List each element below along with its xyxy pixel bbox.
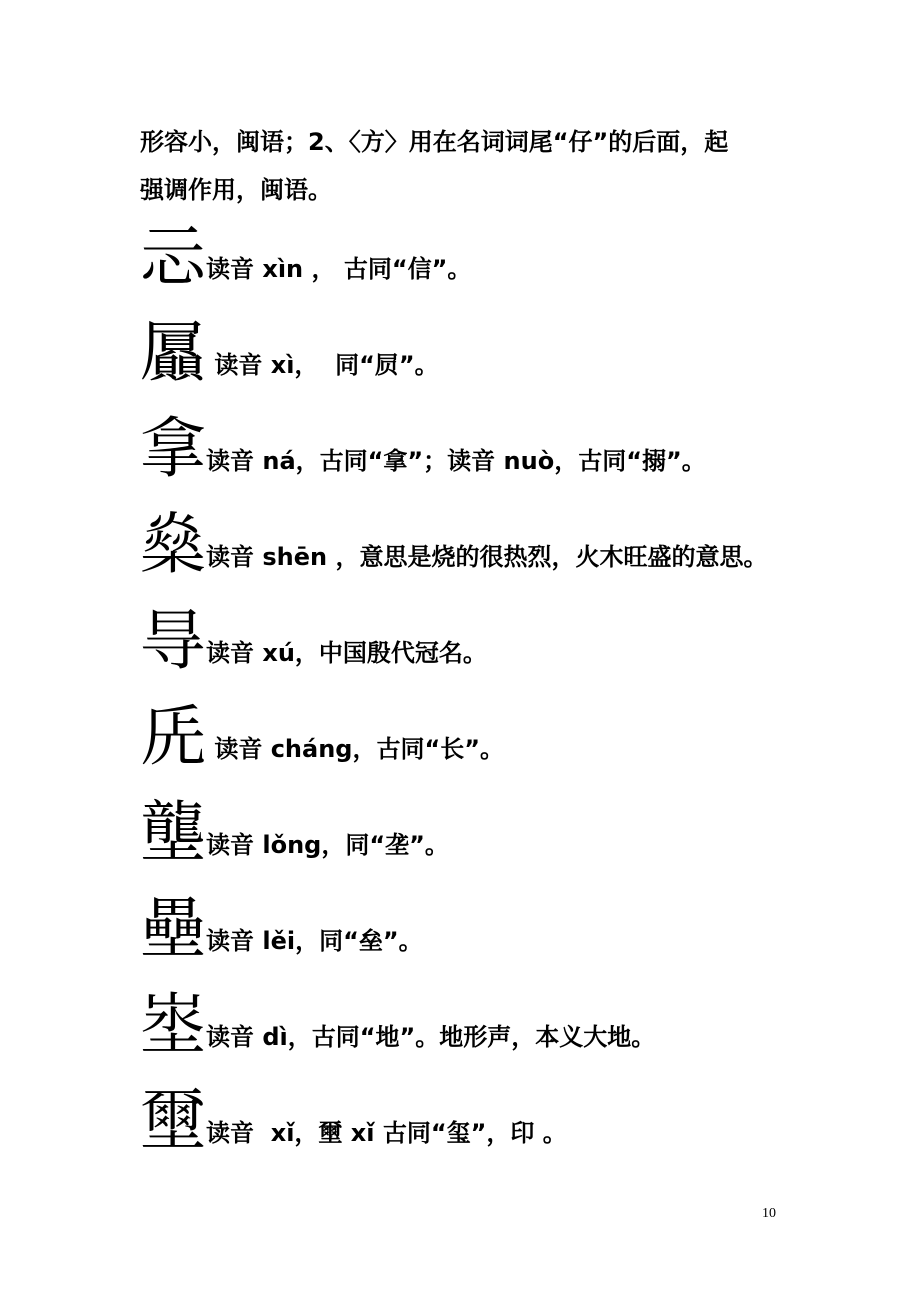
entry-char: 忈 bbox=[140, 218, 206, 295]
entry-description: 读音 ná，古同“拿”；读音 nuò，古同“搦”。 bbox=[206, 447, 706, 475]
entry-char: 壟 bbox=[140, 794, 206, 871]
entry-1 bbox=[140, 218, 472, 295]
entry-description: 读音 dì，古同“地”。地形声，本义大地。 bbox=[206, 1023, 656, 1051]
entry-5 bbox=[140, 602, 487, 679]
intro-line-1: 形容小，闽语；2、〈方〉用在名词词尾“仔”的后面，起 bbox=[140, 128, 729, 156]
entry-description: 读音 shēn ，意思是烧的很热烈，火木旺盛的意思。 bbox=[206, 543, 768, 571]
entry-description: 读音 xìn ， 古同“信”。 bbox=[206, 255, 472, 283]
intro-paragraph bbox=[140, 118, 800, 214]
page-number: 10 bbox=[762, 1206, 776, 1221]
entry-char: 拿 bbox=[140, 410, 206, 487]
entry-description: 读音 xú，中国殷代冠名。 bbox=[206, 639, 487, 667]
entry-9 bbox=[140, 986, 656, 1063]
entry-char: 埊 bbox=[140, 986, 206, 1063]
entry-description: 读音 xì， 同“屃”。 bbox=[206, 351, 439, 379]
entry-char: 屭 bbox=[140, 314, 206, 391]
entry-6 bbox=[140, 698, 505, 775]
entry-description: 读音 lǒng，同“垄”。 bbox=[206, 831, 449, 859]
entry-description: 读音 lěi，同“垒”。 bbox=[206, 927, 423, 955]
entry-char: 㝵 bbox=[140, 602, 206, 679]
entry-4 bbox=[140, 506, 768, 583]
entry-char: 燊 bbox=[140, 506, 206, 583]
entry-10 bbox=[140, 1082, 567, 1159]
entry-char: 壘 bbox=[140, 890, 206, 967]
entry-description: 读音 cháng，古同“长”。 bbox=[206, 735, 505, 763]
entry-char: 壐 bbox=[140, 1082, 206, 1159]
entry-8 bbox=[140, 890, 423, 967]
intro-line-2: 强调作用，闽语。 bbox=[140, 176, 332, 204]
entry-2 bbox=[140, 314, 439, 391]
entry-char: 兏 bbox=[140, 698, 206, 775]
entry-description: 读音 xǐ，壐 xǐ 古同“玺”，印 。 bbox=[206, 1119, 567, 1147]
entry-3 bbox=[140, 410, 706, 487]
entry-7 bbox=[140, 794, 449, 871]
